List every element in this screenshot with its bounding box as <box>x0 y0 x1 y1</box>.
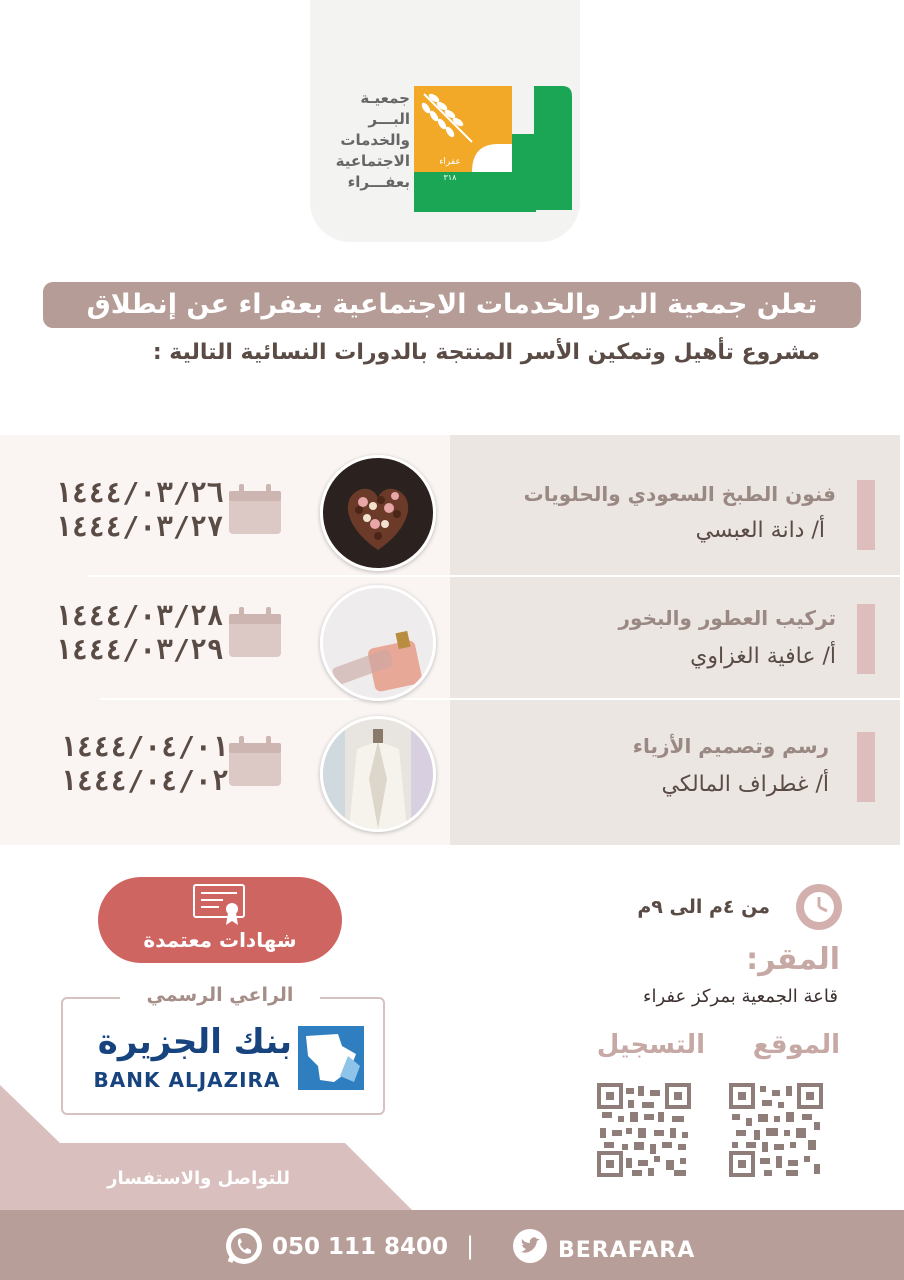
contact-banner <box>0 1085 420 1210</box>
chocolate-heart-photo <box>320 455 436 571</box>
calendar-icon <box>228 483 282 539</box>
certificates-label: شهادات معتمدة <box>143 928 297 952</box>
registration-qr-code[interactable] <box>596 1082 692 1178</box>
twitter-icon[interactable] <box>512 1228 548 1268</box>
subheadline: مشروع تأهيل وتمكين الأسر المنتجة بالدورات النسائية التالية : <box>152 340 820 365</box>
social-handle[interactable]: BERAFARA <box>558 1238 696 1263</box>
logo-line: جمعيـة <box>360 89 410 107</box>
logo-number: ٣١٨ <box>443 173 457 182</box>
logo-wordmark <box>330 88 410 193</box>
course-end-date: ١٤٤٤/٠٣/٢٩ <box>55 633 224 666</box>
course-title: رسم وتصميم الأزياء <box>632 734 829 758</box>
course-start-date: ١٤٤٤/٠٤/٠١ <box>60 730 229 763</box>
course-start-date: ١٤٤٤/٠٣/٢٨ <box>55 599 224 632</box>
clock-icon <box>796 884 842 930</box>
logo-mark <box>412 84 572 214</box>
course-trainer: أ/ عافية الغزاوي <box>690 644 836 669</box>
row-divider <box>88 575 900 577</box>
course-end-date: ١٤٤٤/٠٣/٢٧ <box>55 510 224 543</box>
course-title: تركيب العطور والبخور <box>618 606 836 630</box>
headline: تعلن جمعية البر والخدمات الاجتماعية بعفراء عن إنطلاق <box>86 289 818 320</box>
logo-line: الاجتماعية <box>335 152 410 170</box>
location-label: الموقع <box>752 1030 840 1060</box>
bank-name-arabic: بنك الجزيرة <box>97 1022 292 1062</box>
footer-separator: | <box>466 1232 475 1260</box>
location-qr-code[interactable] <box>728 1082 824 1178</box>
venue-label: المقر: <box>746 942 840 977</box>
course-accent-bar <box>857 480 875 550</box>
course-start-date: ١٤٤٤/٠٣/٢٦ <box>55 476 224 509</box>
sponsor-title: الراعي الرسمي <box>120 984 320 1006</box>
logo-line: والخدمات <box>340 131 410 149</box>
fashion-jacket-photo <box>320 716 436 832</box>
logo-line: البـــر <box>368 110 410 128</box>
bank-name-english: BANK ALJAZIRA <box>93 1068 281 1092</box>
course-trainer: أ/ غطراف المالكي <box>661 772 829 797</box>
footer-bar <box>0 1210 904 1280</box>
bank-logo-icon <box>298 1026 364 1094</box>
registration-label: التسجيل <box>596 1030 705 1060</box>
course-trainer: أ/ دانة العبسي <box>695 518 825 543</box>
calendar-icon <box>228 735 282 791</box>
course-end-date: ١٤٤٤/٠٤/٠٢ <box>60 764 229 797</box>
certificate-icon <box>193 884 245 930</box>
row-divider <box>100 698 900 700</box>
contact-label: للتواصل والاستفسار <box>107 1168 290 1189</box>
course-accent-bar <box>857 732 875 802</box>
course-title: فنون الطبخ السعودي والحلويات <box>523 482 836 506</box>
course-accent-bar <box>857 604 875 674</box>
venue-text: قاعة الجمعية بمركز عفراء <box>642 986 838 1007</box>
logo-green-bar <box>534 86 572 210</box>
calendar-icon <box>228 606 282 662</box>
logo-caption: عفراء <box>439 157 461 167</box>
phone-number[interactable]: 050 111 8400 <box>272 1234 449 1260</box>
session-time: من ٤م الى ٩م <box>637 896 770 918</box>
perfume-bottle-photo <box>320 585 436 701</box>
whatsapp-icon[interactable] <box>224 1226 264 1270</box>
logo-line: بعفـــراء <box>347 173 410 191</box>
